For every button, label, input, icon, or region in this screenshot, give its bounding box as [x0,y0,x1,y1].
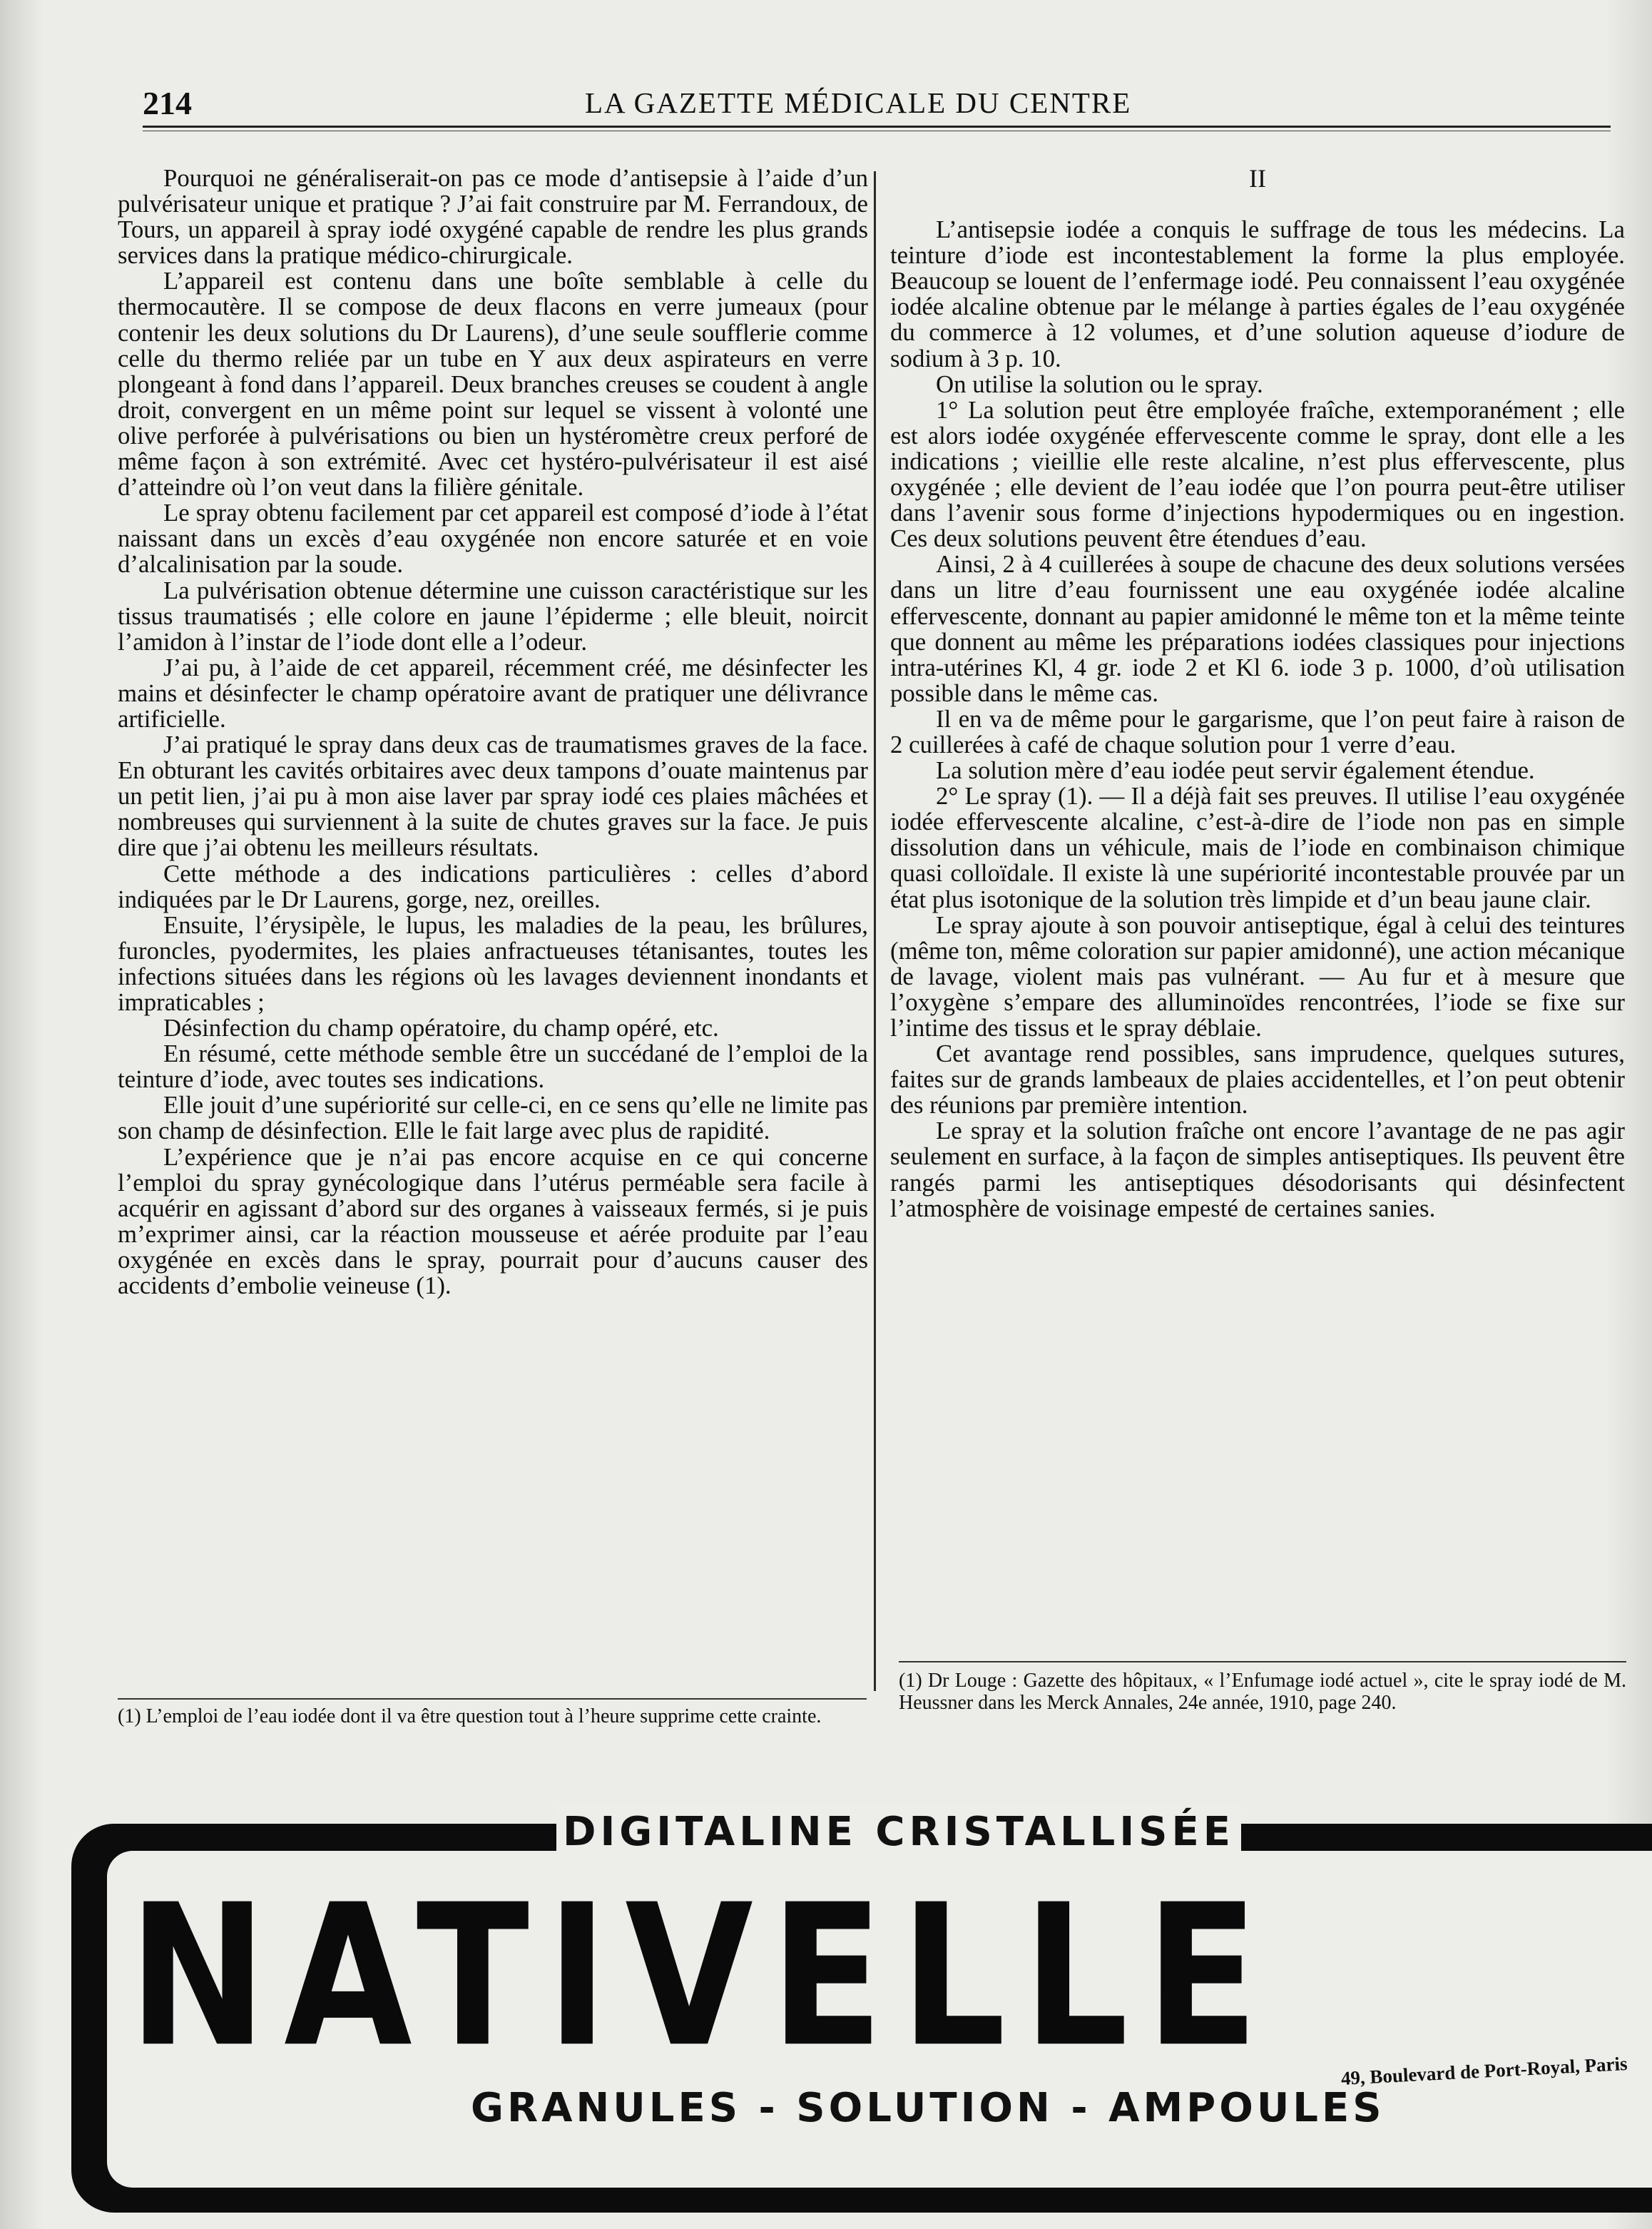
paragraph: En résumé, cette méthode semble être un succédané de l’emploi de la teinture d’iode, avec toutes ses indications. [118,1040,868,1094]
paragraph: Elle jouit d’une supériorité sur celle-ci, en ce sens qu’elle ne limite pas son champ de désinfection. Elle le fait large avec plus de rapidité. [118,1091,868,1145]
section-numeral: II [1249,164,1266,193]
paragraph: 2° Le spray (1). — Il a déjà fait ses preuves. Il utilise l’eau oxygénée iodée effervescente alcaline, c’est-à-dire de l’iode non pas en simple dissolution dans un véhicule, mais de l’iode en combinaison chimique quasi colloïdale. Il existe là une supériorité incontestable prouvée par un état plus isotonique de la solution très limpide et d’un beau jaune clair. [890,782,1625,913]
footnote-left: (1) L’emploi de l’eau iodée dont il va être question tout à l’heure supprime cette crainte. [118,1705,822,1727]
footnote-rule-left [118,1698,867,1700]
page-header [143,84,1612,127]
ad-brand-name: NATIVELLE [128,1884,1276,2069]
paragraph: L’appareil est contenu dans une boîte semblable à celle du thermocautère. Il se compose de deux flacons en verre jumeaux (pour contenir les deux solutions du Dr Laurens), d’une seule soufflerie comme celle du thermo reliée par un tube en Y aux deux aspirateurs en verre plongeant à fond dans l’appareil. Deux branches creuses se coudent à angle droit, convergent en un même point sur lequel se vissent à volonté une olive perforée à pulvérisations ou bien un hystéromètre creux perforé de même façon à son extrémité. Avec cet hystéro-pulvérisateur il est aisé d’atteindre où l’on veut dans la filière génitale. [118,267,868,502]
paragraph: Le spray ajoute à son pouvoir antiseptique, égal à celui des teintures (même ton, même coloration sur papier amidonné), une action mécanique de lavage, violent mais pas vulnérant. — Au fur et à mesure que l’oxygène s’empare des alluminoïdes rencontrées, l’iode se fixe sur l’intime des tissus et le spray déblaie. [890,910,1625,1042]
paragraph: Le spray et la solution fraîche ont encore l’avantage de ne pas agir seulement en surface, à la façon de simples antiseptiques. Ils peuvent être rangés parmi les antiseptiques désodorisants qui désinfectent l’atmosphère de voisinage empesté de certaines sanies. [890,1117,1625,1222]
paragraph: J’ai pratiqué le spray dans deux cas de traumatismes graves de la face. En obturant les cavités orbitaires avec deux tampons d’ouate maintenus par un petit lien, j’ai pu à mon aise laver par spray iodé ces plaies mâchées et nombreuses qui surviennent à la suite de chutes graves sur la face. Je puis dire que j’ai obtenu les meilleurs résultats. [118,731,868,862]
ad-products: GRANULES - SOLUTION - AMPOULES [471,2085,1385,2131]
paragraph: Pourquoi ne généraliserait-on pas ce mode d’antisepsie à l’aide d’un pulvérisateur unique et pratique ? J’ai fait construire par M. Ferrandoux, de Tours, un appareil à spray iodé oxygéné capable de rendre les plus grands services dans la pratique médico-chirurgicale. [118,164,868,270]
ad-headline: DIGITALINE CRISTALLISÉE [556,1804,1241,1861]
paragraph: Cet avantage rend possibles, sans imprudence, quelques sutures, faites sur de grands lambeaux de plaies accidentelles, et l’on peut obtenir des réunions par première intention. [890,1040,1625,1119]
right-column [890,166,1625,1222]
paragraph: Cette méthode a des indications particulières : celles d’abord indiquées par le Dr Laurens, gorge, nez, oreilles. [118,859,868,913]
left-column [118,166,868,1299]
ad-address: 49, Boulevard de Port-Royal, Paris [1340,2052,1628,2089]
column-divider [874,171,876,1691]
paragraph: Il en va de même pour le gargarisme, que l’on peut faire à raison de 2 cuillerées à café de chaque solution pour 1 verre d’eau. [890,704,1625,758]
paragraph: L’antisepsie iodée a conquis le suffrage de tous les médecins. La teinture d’iode est incontestablement la forme la plus employée. Beaucoup se louent de l’enfermage iodé. Peu connaissent l’eau oxygénée iodée alcaline obtenue par le mélange à parties égales de l’eau oxygénée du commerce à 12 volumes, et d’une solution aqueuse d’iodure de sodium à 3 p. 10. [890,215,1625,372]
paragraph: Ensuite, l’érysipèle, le lupus, les maladies de la peau, les brûlures, furoncles, pyodermites, les plaies anfractueuses tétanisantes, toutes les infections situées dans les régions où les lavages deviennent inondants et impraticables ; [118,910,868,1016]
paragraph: J’ai pu, à l’aide de cet appareil, récemment créé, me désinfecter les mains et désinfecter le champ opératoire avant de pratiquer une délivrance artificielle. [118,653,868,733]
page-number: 214 [143,85,192,121]
paragraph: L’expérience que je n’ai pas encore acquise en ce qui concerne l’emploi du spray gynécologique dans l’utérus perméable sera facile à acquérir en agissant d’abord sur des organes à vaisseaux fermés, si je puis m’exprimer ainsi, car la réaction mousseuse et aérée produite par l’eau oxygénée en excès dans le spray, pourrait pour d’aucuns causer des accidents d’embolie veineuse (1). [118,1142,868,1300]
paragraph: Ainsi, 2 à 4 cuillerées à soupe de chacune des deux solutions versées dans un litre d’eau fournissent une eau oxygénée iodée alcaline effervescente, donnant au papier amidonné le même ton et la même teinte que donnent au même les préparations iodées classiques pour injections intra-utérines Kl, 4 gr. iode 2 et Kl 6. iode 3 p. 1000, d’où utilisation possible dans le même cas. [890,550,1625,707]
paragraph: La solution mère d’eau iodée peut servir également étendue. [936,756,1535,785]
paragraph: On utilise la solution ou le spray. [936,370,1263,398]
footnote-rule-right [899,1661,1626,1662]
journal-title: LA GAZETTE MÉDICALE DU CENTRE [585,86,1132,119]
paragraph: Le spray obtenu facilement par cet appareil est composé d’iode à l’état naissant dans un excès d’eau oxygénée non encore saturée et en voie d’alcalinisation par la soude. [118,499,868,579]
paragraph: Désinfection du champ opératoire, du champ opéré, etc. [163,1014,719,1042]
paragraph: La pulvérisation obtenue détermine une cuisson caractéristique sur les tissus traumatisés ; elle colore en jaune l’épiderme ; elle bleuit, noircit l’amidon à l’instar de l’iode dont elle a l’odeur. [118,576,868,656]
header-rule [143,126,1611,131]
paragraph: 1° La solution peut être employée fraîche, extemporanément ; elle est alors iodée oxygénée effervescente comme le spray, dont elle a les indications ; vieillie elle reste alcaline, n’est plus effervescente, plus oxygénée ; elle devient de l’eau iodée que l’on pourra peut-être utiliser dans l’avenir sous forme d’injections hypodermiques ou en ingestion. Ces deux solutions peuvent être étendues d’eau. [890,395,1625,553]
footnote-right: (1) Dr Louge : Gazette des hôpitaux, « l’Enfumage iodé actuel », cite le spray iodé de M. Heussner dans les Merck Annales, 24e année, 1910, page 240. [899,1670,1626,1714]
